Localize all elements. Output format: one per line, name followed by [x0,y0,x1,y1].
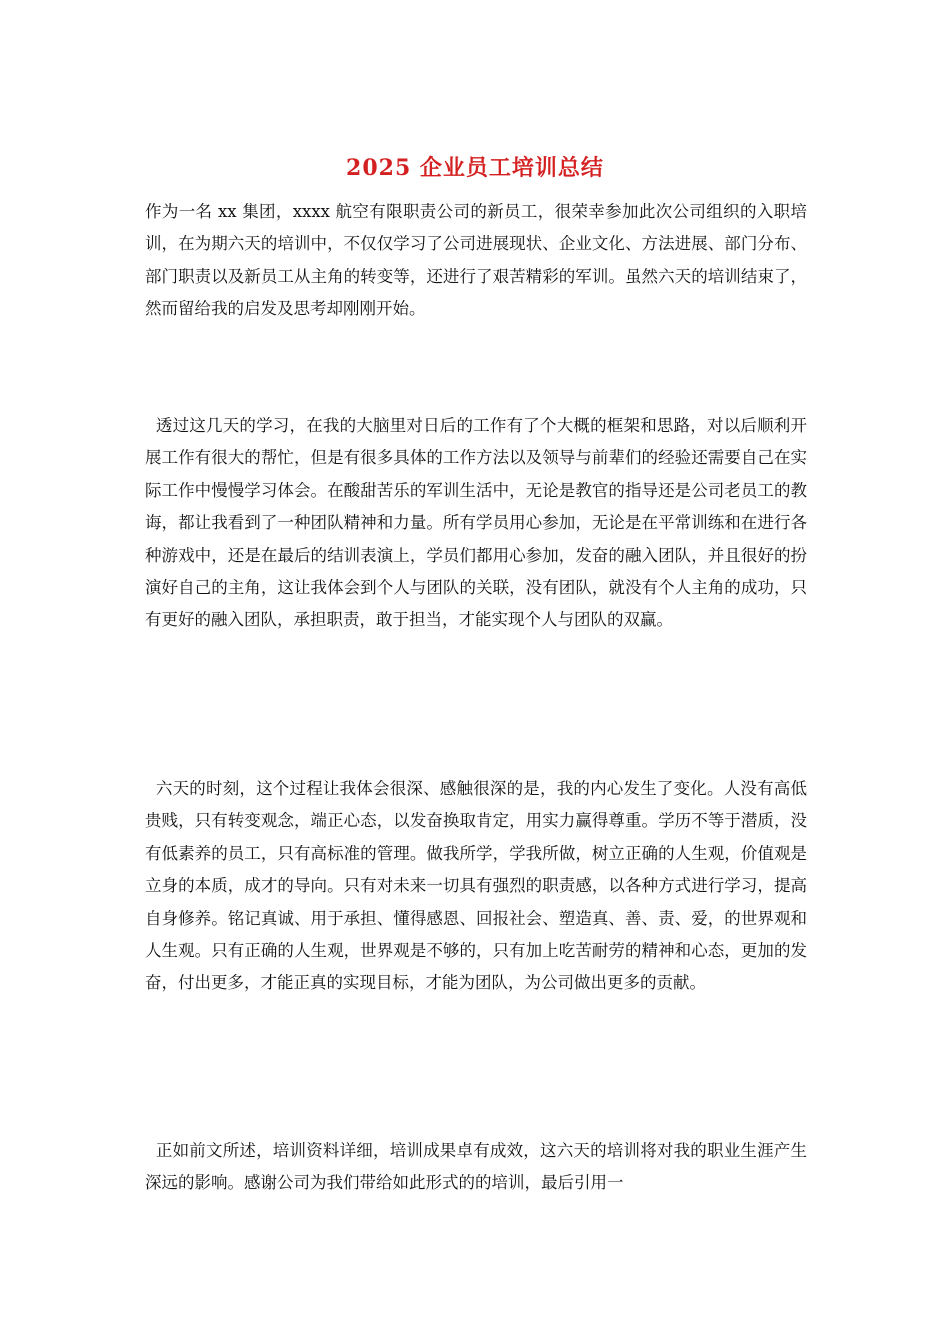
paragraph-reflection: 六天的时刻，这个过程让我体会很深、感触很深的是，我的内心发生了变化。人没有高低贵贱，只有转变观念，端正心态，以发奋换取肯定，用实力赢得尊重。学历不等于潜质，没有低素养的员工，只有高标准的管理。做我所学，学我所做，树立正确的人生观，价值观是立身的本质，成才的导向。只有对未来一切具有强烈的职责感，以各种方式进行学习，提高自身修养。铭记真诚、用于承担、懂得感恩、回报社会、塑造真、善、责、爱，的世界观和人生观。只有正确的人生观，世界观是不够的，只有加上吃苦耐劳的精神和心态，更加的发奋，付出更多，才能正真的实现目标，才能为团队，为公司做出更多的贡献。 [145,779,807,993]
paragraph-learning: 透过这几天的学习，在我的大脑里对日后的工作有了个大概的框架和思路，对以后顺利开展工作有很大的帮忙，但是有很多具体的工作方法以及领导与前辈们的经验还需要自己在实际工作中慢慢学习体会。在酸甜苦乐的军训生活中，无论是教官的指导还是公司老员工的教诲，都让我看到了一种团队精神和力量。所有学员用心参加，无论是在平常训练和在进行各种游戏中，还是在最后的结训表演上，学员们都用心参加，发奋的融入团队，并且很好的扮演好自己的主角，这让我体会到个人与团队的关联，没有团队，就没有个人主角的成功，只有更好的融入团队，承担职责，敢于担当，才能实现个人与团队的双赢。 [145,416,807,630]
paragraph-intro: 作为一名 xx 集团，xxxx 航空有限职责公司的新员工，很荣幸参加此次公司组织的入职培训，在为期六天的培训中，不仅仅学习了公司进展现状、企业文化、方法进展、部门分布、部门职责以及新员工从主角的转变等，还进行了艰苦精彩的军训。虽然六天的培训结束了，然而留给我的启发及思考却刚刚开始。 [145,202,807,319]
document-title: 2025 企业员工培训总结 [346,155,604,181]
paragraph-conclusion: 正如前文所述，培训资料详细，培训成果卓有成效，这六天的培训将对我的职业生涯产生深远的影响。感谢公司为我们带给如此形式的的培训，最后引用一 [145,1141,807,1193]
